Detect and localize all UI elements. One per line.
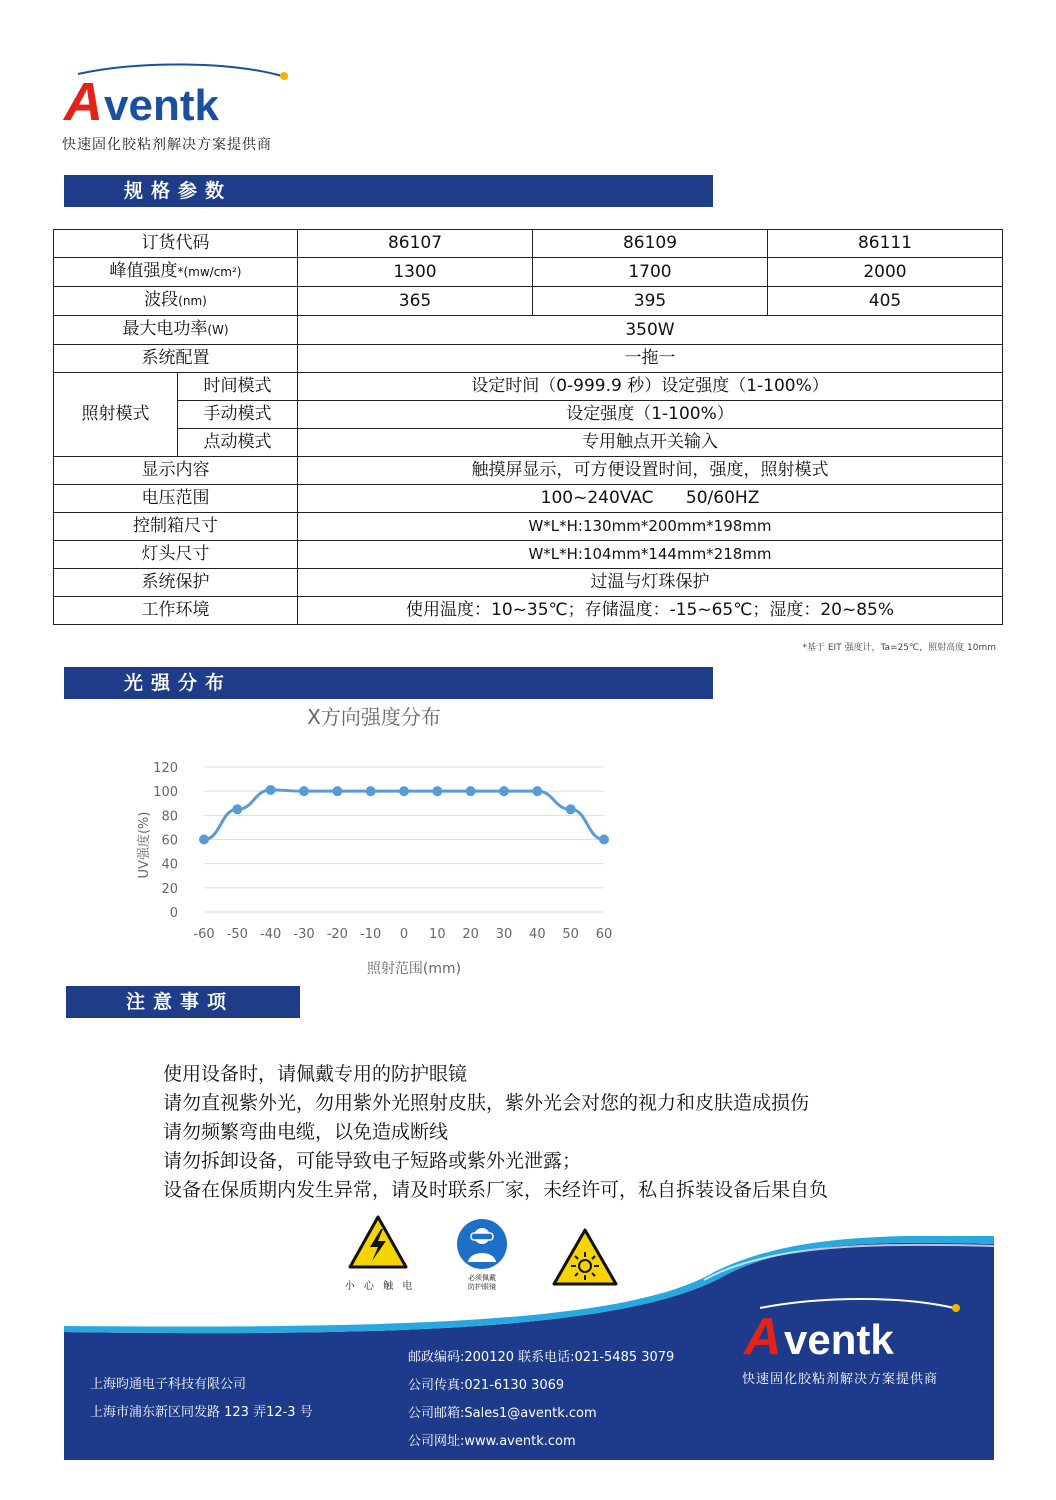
time-mode-value: 设定时间（0-999.9 秒）设定强度（1-100%）: [298, 373, 1003, 401]
footer-logo: [742, 1298, 972, 1364]
footer-tagline: 快速固化胶粘剂解决方案提供商: [742, 1372, 939, 1387]
x-tick-label: -10: [360, 927, 382, 942]
table-row: [54, 230, 1003, 258]
notes-list: [163, 1060, 828, 1205]
voltage-value: 100~240VAC 50/60HZ: [298, 485, 1003, 513]
x-tick-label: 60: [595, 927, 613, 942]
y-axis-label: UV强度(%): [137, 811, 152, 879]
brand-logo: [62, 62, 302, 132]
electric-warning-label: 小 心 触 电: [344, 1281, 416, 1292]
data-point: [399, 786, 409, 796]
order-code-cell: 86107: [298, 230, 533, 258]
point-mode-value: 专用触点开关输入: [298, 429, 1003, 457]
logo-letter-a: A: [64, 72, 103, 132]
list-item: 使用设备时，请佩戴专用的防护眼镜: [163, 1063, 468, 1085]
protection-label: 系统保护: [54, 569, 298, 597]
x-tick-label: 0: [399, 927, 409, 942]
footer-logo-letter-a: A: [744, 1308, 782, 1364]
chart-title: X方向强度分布: [307, 705, 441, 729]
env-label: 工作环境: [54, 597, 298, 625]
x-tick-label: -40: [260, 927, 282, 942]
head-size-label: 灯头尺寸: [54, 541, 298, 569]
data-point: [566, 804, 576, 814]
table-row: [54, 401, 1003, 429]
peak-cell: 2000: [768, 258, 1003, 287]
x-tick-label: 30: [495, 927, 513, 942]
data-point: [266, 785, 276, 795]
spec-table: [53, 229, 1003, 625]
x-tick-label: 10: [429, 927, 446, 942]
order-code-cell: 86109: [533, 230, 768, 258]
y-tick-label: 100: [153, 785, 178, 801]
wave-cell: 365: [298, 287, 533, 316]
power-label-cell: [54, 316, 298, 345]
table-row: [54, 457, 1003, 485]
list-item: 设备在保质期内发生异常，请及时联系厂家，未经许可，私自拆装设备后果自负: [163, 1179, 829, 1201]
system-value: 一拖一: [298, 345, 1003, 373]
x-tick-label: -60: [193, 927, 215, 942]
x-tick-label: 50: [562, 927, 579, 942]
time-mode-label: 时间模式: [178, 373, 298, 401]
x-tick-label: -20: [326, 927, 348, 942]
list-item: 请勿直视紫外光，勿用紫外光照射皮肤，紫外光会对您的视力和皮肤造成损伤: [163, 1092, 810, 1114]
wave-label: 波段: [144, 290, 179, 310]
table-row: [54, 373, 1003, 401]
data-point: [199, 835, 209, 845]
goggles-label-line: 防护眼镜: [468, 1283, 496, 1291]
power-label: 最大电功率: [122, 319, 208, 339]
footer-company: 上海昀通电子科技有限公司: [90, 1377, 247, 1392]
y-tick-label: 120: [153, 761, 178, 776]
irradiation-label: 照射模式: [54, 373, 178, 457]
intensity-chart: [122, 700, 632, 985]
data-point: [532, 786, 542, 796]
footer-contacts: [408, 1344, 674, 1456]
order-code-label: 订货代码: [54, 230, 298, 258]
table-row: [54, 569, 1003, 597]
section-bar-notes: 注意事项: [66, 986, 300, 1018]
data-point: [499, 786, 509, 796]
y-tick-label: 0: [169, 906, 178, 921]
manual-mode-label: 手动模式: [178, 401, 298, 429]
data-point: [332, 786, 342, 796]
peak-unit: *(mw/cm²): [177, 265, 242, 279]
data-point: [366, 786, 376, 796]
wave-label-cell: [54, 287, 298, 316]
table-row: [54, 345, 1003, 373]
display-label: 显示内容: [54, 457, 298, 485]
table-row: [54, 287, 1003, 316]
table-row: [54, 513, 1003, 541]
table-row: [54, 597, 1003, 625]
table-row: [54, 258, 1003, 287]
table-footnote: *基于 EIT 强度计，Ta=25℃，照射高度 10mm: [802, 643, 996, 653]
footer-email[interactable]: 公司邮箱:Sales1@aventk.com: [408, 1406, 597, 1421]
control-size-value: W*L*H:130mm*200mm*198mm: [298, 513, 1003, 541]
brand-tagline: 快速固化胶粘剂解决方案提供商: [62, 137, 272, 153]
x-tick-label: 20: [462, 927, 479, 942]
list-item: 请勿拆卸设备，可能导致电子短路或紫外光泄露；: [163, 1150, 582, 1172]
section-bar-specs: 规格参数: [64, 175, 713, 207]
data-point: [432, 786, 442, 796]
voltage-label: 电压范围: [54, 485, 298, 513]
x-tick-label: -50: [226, 927, 248, 942]
data-point: [232, 804, 242, 814]
goggles-label-line: 必须佩戴: [468, 1274, 496, 1282]
x-tick-label: 40: [529, 927, 546, 942]
table-row: [54, 429, 1003, 457]
data-point: [466, 786, 476, 796]
order-code-cell: 86111: [768, 230, 1003, 258]
footer-address: 上海市浦东新区同发路 123 弄12-3 号: [90, 1405, 313, 1420]
system-label: 系统配置: [54, 345, 298, 373]
peak-label: 峰值强度: [109, 261, 178, 281]
protection-value: 过温与灯珠保护: [298, 569, 1003, 597]
control-size-label: 控制箱尺寸: [54, 513, 298, 541]
intensity-chart-svg: [122, 700, 632, 985]
peak-cell: 1300: [298, 258, 533, 287]
head-size-value: W*L*H:104mm*144mm*218mm: [298, 541, 1003, 569]
wave-cell: 395: [533, 287, 768, 316]
manual-mode-value: 设定强度（1-100%）: [298, 401, 1003, 429]
data-point: [599, 835, 609, 845]
y-tick-label: 60: [161, 833, 178, 849]
footer-postal: 邮政编码:200120 联系电话:021-5485 3079: [408, 1350, 675, 1365]
table-row: [54, 316, 1003, 345]
power-value: 350W: [298, 316, 1003, 345]
wave-cell: 405: [768, 287, 1003, 316]
section-bar-distribution: 光强分布: [64, 667, 713, 699]
x-axis-label: 照射范围(mm): [366, 961, 462, 977]
peak-cell: 1700: [533, 258, 768, 287]
y-tick-label: 20: [161, 881, 178, 897]
table-row: [54, 485, 1003, 513]
point-mode-label: 点动模式: [178, 429, 298, 457]
footer-website[interactable]: 公司网址:www.aventk.com: [408, 1434, 576, 1449]
footer-logo-letters: ventk: [784, 1316, 894, 1363]
peak-label-cell: [54, 258, 298, 287]
list-item: 请勿频繁弯曲电缆，以免造成断线: [163, 1121, 449, 1143]
power-unit: (W): [207, 323, 229, 337]
y-tick-label: 40: [161, 857, 178, 873]
env-value: 使用温度：10~35℃；存储温度：-15~65℃；湿度：20~85%: [298, 597, 1003, 625]
logo-letters: ventk: [104, 81, 219, 130]
data-point: [299, 786, 309, 796]
x-tick-label: -30: [293, 927, 315, 942]
y-tick-label: 80: [161, 809, 178, 825]
table-row: [54, 541, 1003, 569]
series-line: [204, 790, 604, 840]
footer-fax: 公司传真:021-6130 3069: [408, 1378, 565, 1393]
wave-unit: (nm): [178, 294, 207, 308]
display-value: 触摸屏显示，可方便设置时间，强度，照射模式: [298, 457, 1003, 485]
